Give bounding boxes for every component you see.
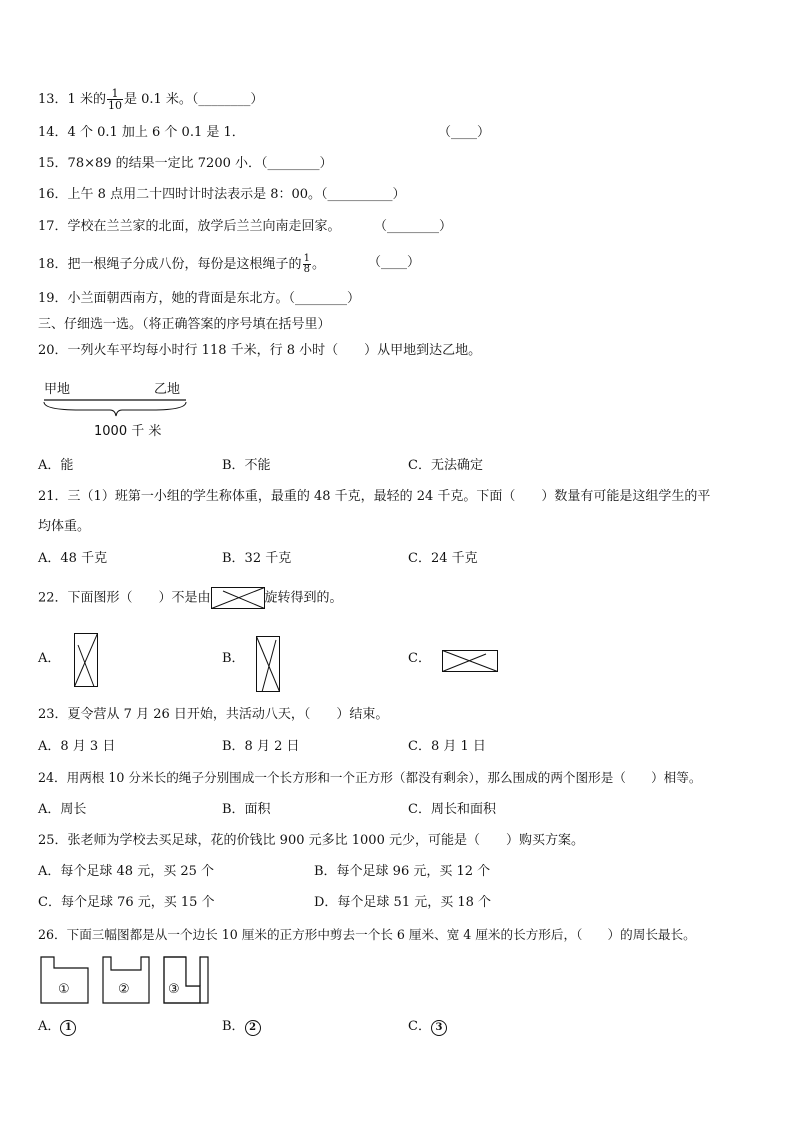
answer-blank: （________） — [374, 219, 453, 234]
answer-blank: （____） — [438, 125, 491, 140]
section-title: 三、仔细选一选。（将正确答案的序号填在括号里） — [38, 317, 331, 332]
question-text: 4 个 0.1 加上 6 个 0.1 是 1． — [67, 125, 245, 140]
question-18 — [38, 254, 325, 275]
option-b-figure — [256, 636, 280, 692]
circled-number: 3 — [431, 1020, 447, 1036]
option-a: A． — [38, 651, 61, 666]
question-number: 14． — [38, 125, 68, 140]
answer-blank: （____） — [368, 255, 421, 270]
question-24: 24．用两根 10 分米长的绳子分别围成一个长方形和一个正方形（都没有剩余），那么围成的两个图形是（ ）相等。 — [38, 770, 702, 785]
option-a-figure — [74, 633, 98, 687]
option-letter: B． — [222, 1019, 245, 1034]
question-text: 把一根绳子分成八份，每份是这根绳子的 — [67, 257, 302, 272]
question-number: 18． — [38, 257, 68, 272]
option-a: A．每个足球 48 元，买 25 个 — [38, 864, 215, 879]
option-a: A．周长 — [38, 802, 87, 817]
distance-diagram — [40, 380, 200, 440]
question-number: 16． — [38, 187, 68, 202]
question-21-cont: 均体重。 — [38, 519, 91, 534]
question-text: 22．下面图形（ ）不是由 — [38, 590, 211, 606]
option-a — [38, 1018, 76, 1036]
option-b: B．面积 — [222, 802, 271, 817]
option-a: A．48 千克 — [38, 551, 108, 566]
question-text: 旋转得到的。 — [264, 590, 343, 606]
option-letter: C． — [408, 1019, 431, 1034]
question-text: 是 0.1 米。（________） — [123, 92, 264, 107]
option-b: B．32 千克 — [222, 551, 292, 566]
question-21: 21．三（1）班第一小组的学生称体重，最重的 48 千克，最轻的 24 千克。下面（ ）数量有可能是这组学生的平 — [38, 489, 711, 504]
question-number: 13． — [38, 92, 68, 107]
option-c — [408, 1018, 447, 1036]
question-text: 。 — [311, 257, 325, 272]
shape-3-label: ③ — [168, 982, 180, 997]
question-number: 19． — [38, 291, 68, 306]
question-22 — [38, 587, 343, 609]
option-d: D．每个足球 51 元，买 18 个 — [314, 895, 492, 910]
option-letter: A． — [38, 1019, 61, 1034]
question-text: 学校在兰兰家的北面，放学后兰兰向南走回家。 — [67, 219, 341, 234]
question-17 — [38, 218, 341, 236]
question-number: 17． — [38, 219, 68, 234]
option-c: C．周长和面积 — [408, 802, 496, 817]
start-label: 甲地 — [44, 382, 71, 397]
option-b — [222, 1018, 261, 1036]
circled-number: 2 — [245, 1020, 261, 1036]
rectangle-figure — [211, 587, 265, 609]
option-a: A．能 — [38, 458, 74, 473]
fraction-numerator: 1 — [107, 88, 123, 100]
option-c-figure — [442, 650, 498, 672]
option-c: C．8 月 1 日 — [408, 739, 486, 754]
question-16 — [38, 186, 406, 204]
question-19 — [38, 290, 360, 308]
option-b: B．每个足球 96 元，买 12 个 — [314, 864, 491, 879]
question-14 — [38, 124, 245, 142]
fraction-denominator: 10 — [107, 99, 122, 112]
option-c: C．24 千克 — [408, 551, 478, 566]
question-26: 26．下面三幅图都是从一个边长 10 厘米的正方形中剪去一个长 6 厘米、宽 4 厘米的长方形后，（ ）的周长最长。 — [38, 927, 696, 942]
option-c: C． — [408, 651, 431, 666]
option-c: C．每个足球 76 元，买 15 个 — [38, 895, 215, 910]
question-23: 23．夏令营从 7 月 26 日开始，共活动八天，（ ）结束。 — [38, 707, 389, 722]
option-a: A．8 月 3 日 — [38, 739, 116, 754]
fraction — [107, 88, 123, 111]
option-b: B．不能 — [222, 458, 271, 473]
question-number: 15． — [38, 156, 68, 171]
question-text: 小兰面朝西南方，她的背面是东北方。（________） — [67, 291, 361, 306]
shape-2-label: ② — [118, 982, 130, 997]
option-c: C．无法确定 — [408, 458, 483, 473]
shape-1-label: ① — [58, 982, 70, 997]
question-20: 20．一列火车平均每小时行 118 千米，行 8 小时（ ）从甲地到达乙地。 — [38, 343, 482, 358]
circled-number: 1 — [60, 1020, 76, 1036]
question-text: 78×89 的结果一定比 7200 小．（________） — [67, 156, 333, 171]
option-b: B．8 月 2 日 — [222, 739, 300, 754]
fraction-denominator: 8 — [303, 264, 310, 275]
end-label: 乙地 — [154, 382, 181, 397]
fraction — [303, 254, 311, 275]
option-b: B． — [222, 651, 245, 666]
question-25: 25．张老师为学校去买足球，花的价钱比 900 元多比 1000 元少，可能是（ ）购买方案。 — [38, 833, 584, 848]
question-text: 上午 8 点用二十四时计时法表示是 8：00。（__________） — [67, 187, 406, 202]
shapes-figure — [40, 956, 220, 1004]
question-13 — [38, 88, 263, 111]
question-15 — [38, 155, 333, 173]
question-text: 1 米的 — [67, 92, 106, 107]
distance-label: 1000 千 米 — [94, 424, 162, 439]
fraction-numerator: 1 — [303, 253, 310, 264]
